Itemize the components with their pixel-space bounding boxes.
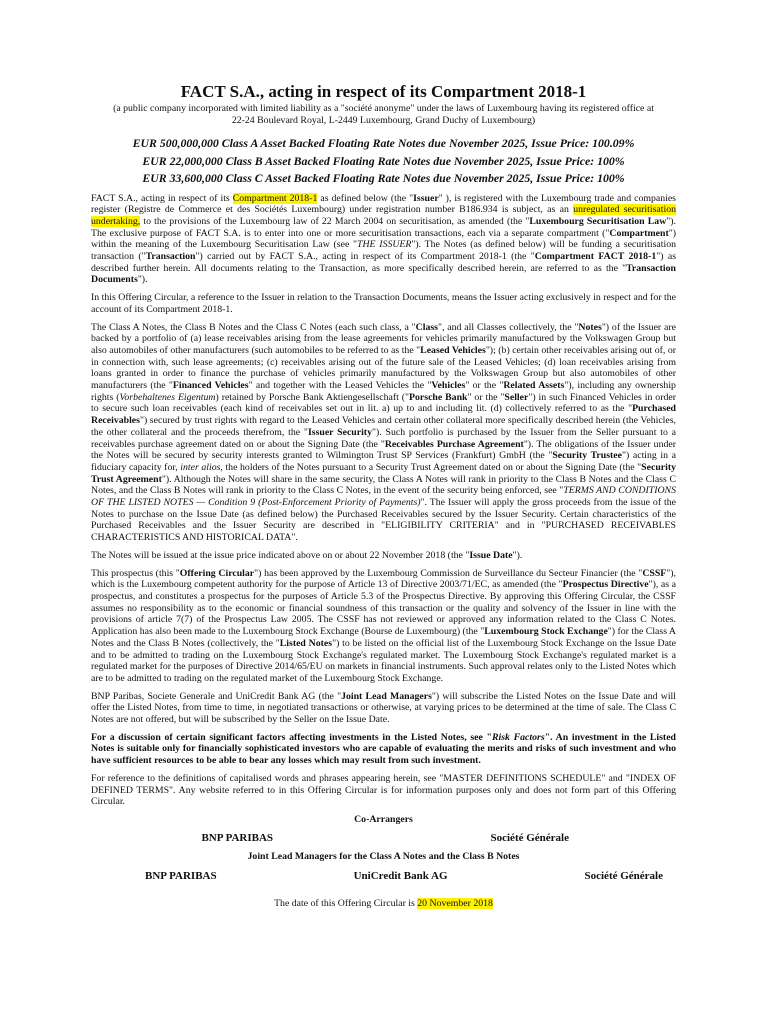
paragraph-issue-date: The Notes will be issued at the issue price indicated above on or about 22 November 2018 (the "Issue Date"). [91, 549, 523, 561]
co-arranger-sg: Société Générale [490, 831, 569, 844]
paragraph-issuer: FACT S.A., acting in respect of its Compartment 2018-1 as defined below (the "Issuer" ), is registered with the Luxembourg trade and companies register (Registre de Commerce et des Sociétés Luxembourg) under registration number B186.934 is subject, as an unregulated securitisation undertaking, to the provisions of the Luxembourg law of 22 March 2004 on securitisation, as amended (the "Luxembourg Securitisation Law"). The exclusive purpose of FACT S.A. is to enter into one or more securitisation transactions, each via a separate compartment ("Compartment") within the meaning of the Luxembourg Securitisation Law (see "THE ISSUER"). The Notes (as defined below) will be funding a securitisation transaction ("Transaction") carried out by FACT S.A., acting in respect of its Compartment 2018-1 (the "Compartment FACT 2018-1") as described further herein. All documents relating to the Transaction, as more specifically described herein, are referred to as the "Transaction Documents"). [91, 192, 677, 286]
class-b-notes: EUR 22,000,000 Class B Asset Backed Floating Rate Notes due November 2025, Issue Price: 100% [142, 153, 625, 168]
paragraph-prospectus: This prospectus (this "Offering Circular") has been approved by the Luxembourg Commission de Surveillance du Secteur Financier (the "CSSF"), which is the Luxembourg competent authority for the purpose of Article 13 of Directive 2003/71/EC, as amended (the "Prospectus Directive"), as a prospectus, and constitutes a prospectus for the purposes of Article 5.3 of the Prospectus Directive. By approving this Offering Circular, the CSSF assumes no responsibility as to the economic or financial soundness of this transaction or the quality and solvency of the Issuer in line with the provisions of article 7(7) of the Prospectus Law 2005. The CSSF has not reviewed or approved any information related to the Class C Notes. Application has also been made to the Luxembourg Stock Exchange (Bourse de Luxembourg) (the "Luxembourg Stock Exchange") for the Class A Notes and the Class B Notes (collectively, the "Listed Notes") to be listed on the official list of the Luxembourg Stock Exchange on the Issue Date and to be admitted to trading on the Luxembourg Stock Exchange's regulated market. The Luxembourg Stock Exchange's regulated market is a regulated market for the purposes of Directive 2014/65/EU on markets in financial instruments. Such approval relates only to the Listed Notes which are to be admitted to trading on the regulated market of the Luxembourg Stock Exchange. [91, 567, 677, 684]
issuer-description-line-2: 22-24 Boulevard Royal, L-2449 Luxembourg, Grand Duchy of Luxembourg) [231, 114, 536, 126]
jlm-bnp: BNP PARIBAS [145, 869, 217, 882]
document-body [91, 193, 676, 808]
document-title: FACT S.A., acting in respect of its Compartment 2018-1 [180, 82, 587, 101]
jlm-sg: Société Générale [584, 869, 663, 882]
paragraph-managers: BNP Paribas, Societe Generale and UniCredit Bank AG (the "Joint Lead Managers") will subscribe the Listed Notes on the Issue Date and will offer the Listed Notes, from time to time, in negotiated transactions or otherwise, at varying prices to be determined at the time of sale. The Class C Notes are not offered, but will be subscribed by the Seller on the Issue Date. [91, 690, 677, 726]
paragraph-definitions: For reference to the definitions of capitalised words and phrases appearing herein, see "MASTER DEFINITIONS SCHEDULE" and "INDEX OF DEFINED TERMS". Any website referred to in this Offering Circular is for information purposes only and does not form part of this Offering Circular. [91, 772, 676, 808]
co-arranger-bnp: BNP PARIBAS [201, 831, 274, 844]
jlm-unicredit: UniCredit Bank AG [353, 869, 448, 882]
highlight-unregulated: unregulated securitisation undertaking, [91, 204, 676, 227]
co-arrangers-heading: Co-Arrangers [354, 813, 413, 825]
highlight-compartment: Compartment 2018-1 [232, 192, 318, 204]
class-c-notes: EUR 33,600,000 Class C Asset Backed Floating Rate Notes due November 2025, Issue Price: 100% [142, 171, 625, 185]
offering-date: The date of this Offering Circular is 20 November 2018 [274, 897, 493, 909]
paragraph-risk-factors: For a discussion of certain significant factors affecting investments in the Listed Notes, see "Risk Factors". An investment in the Listed Notes is suitable only for financially sophisticated investors who are capable of evaluating the merits and risks of such investment and who have sufficient resources to be able to bear any losses which may result from such investment. [91, 731, 676, 767]
joint-lead-managers-heading: Joint Lead Managers for the Class A Notes and the Class B Notes [247, 850, 520, 862]
paragraph-notes: The Class A Notes, the Class B Notes and the Class C Notes (each such class, a "Class", and all Classes collectively, the "Notes") of the Issuer are backed by a portfolio of (a) lease receivables arising from the lease agreements for vehicles primarily manufactured by the Volkswagen Group but also automobiles of other manufacturers (such automobiles to be referred to as the "Leased Vehicles"); (b) certain other receivables arising out of, or in connection with, such lease agreements; (c) receivables arising out of the future sale of the Leased Vehicles; (d) loan receivables arising from loans granted in order to finance the purchase of vehicles primarily manufactured by the Volkswagen Group but also automobiles of other manufacturers (the "Financed Vehicles" and together with the Leased Vehicles the "Vehicles" or the "Related Assets"), including any ownership rights (Vorbehaltenes Eigentum) retained by Porsche Bank Aktiengesellschaft ("Porsche Bank" or the "Seller") in such Financed Vehicles in order to secure such loan receivables (each kind of receivables set out in lit. a) up to and including lit. (d) collectively referred to as the "Purchased Receivables") secured by trust rights with regard to the Leased Vehicles and certain other collateral more specifically described herein (the Vehicles, the other collateral and the proceeds therefrom, the "Issuer Security"). Such portfolio is purchased by the Issuer from the Seller pursuant to a receivables purchase agreement dated on or about the Signing Date (the "Receivables Purchase Agreement"). The obligations of the Issuer under the Notes will be secured by security interests granted to Wilmington Trust SP Services (Frankfurt) GmbH (the "Security Trustee") acting in a fiduciary capacity for, inter alios, the holders of the Notes pursuant to a Security Trust Agreement dated on or about the Signing Date (the "Security Trust Agreement"). Although the Notes will share in the same security, the Class A Notes will rank in priority to the Class B Notes and the Class C Notes, and the Class B Notes will rank in priority to the Class C Notes, in the event of the security being enforced, see "TERMS AND CONDITIONS OF THE LISTED NOTES — Condition 9 (Post-Enforcement Priority of Payments)". The Issuer will apply the gross proceeds from the issue of the Notes to purchase on the Issue Date (as defined below) the Purchased Receivables secured by the Issuer Security. Certain characteristics of the Purchased Receivables and the Issuer Security are described in "ELIGIBILITY CRITERIA" and in "PURCHASED RECEIVABLES CHARACTERISTICS AND HISTORICAL DATA". [91, 321, 677, 544]
issuer-description [91, 103, 676, 126]
class-a-notes: EUR 500,000,000 Class A Asset Backed Floating Rate Notes due November 2025, Issue Price: 100.09% [132, 136, 635, 150]
paragraph-reference: In this Offering Circular, a reference to the Issuer in relation to the Transaction Documents, means the Issuer acting exclusively in respect and for the account of its Compartment 2018-1. [91, 292, 676, 315]
highlight-date: 20 November 2018 [417, 897, 493, 909]
joint-lead-managers-row [91, 870, 676, 882]
co-arrangers-row [91, 832, 676, 844]
issuer-description-line-1: (a public company incorporated with limited liability as a "société anonyme" under the laws of Luxembourg having its registered office at [113, 103, 654, 114]
notes-list [91, 135, 676, 188]
